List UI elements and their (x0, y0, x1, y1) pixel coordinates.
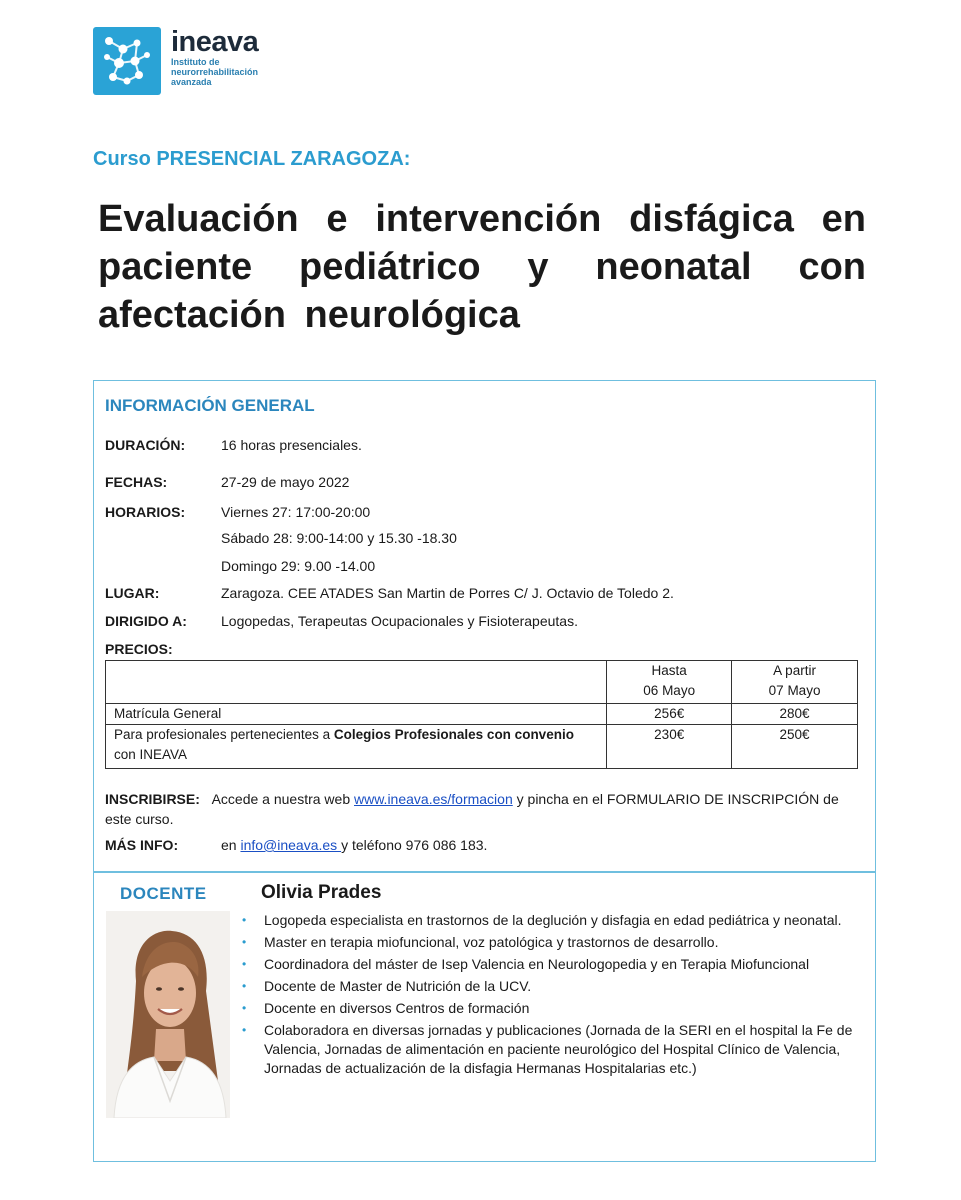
registration-pre: Accede a nuestra web (211, 791, 354, 807)
logo-subtitle-1: Instituto de (171, 57, 220, 67)
table-row (106, 704, 858, 725)
prices-label: PRECIOS: (105, 641, 173, 657)
teacher-name: Olivia Prades (261, 882, 382, 903)
audience-value: Logopedas, Terapeutas Ocupacionales y Fisioterapeutas. (221, 613, 578, 629)
course-title: Evaluación e intervención disfágica en paciente pediátrico y neonatal con afectación neurológica (98, 198, 866, 336)
logo-subtitle-3: avanzada (171, 77, 212, 87)
price-value: 250€ (732, 725, 858, 769)
logo-text (171, 27, 258, 87)
table-cell-empty (106, 661, 607, 704)
logo-network-icon (93, 27, 161, 95)
duration-label: DURACIÓN: (105, 437, 186, 453)
schedule-friday: Viernes 27: 17:00-20:00 (221, 504, 371, 520)
email-link[interactable]: info@ineava.es (240, 837, 342, 853)
dates-label: FECHAS: (105, 474, 168, 490)
list-item: • Master en terapia miofuncional, voz patológica y trastornos de desarrollo. (240, 933, 865, 952)
list-item: • Docente en diversos Centros de formación (240, 999, 865, 1018)
location-value: Zaragoza. CEE ATADES San Martin de Porres C/ J. Octavio de Toledo 2. (221, 585, 674, 601)
price-row-label-part-a: Para profesionales pertenecientes a (114, 727, 334, 742)
list-item: • Logopeda especialista en trastornos de la deglución y disfagia en edad pediátrica y neonatal. (240, 911, 865, 930)
location-label: LUGAR: (105, 585, 160, 601)
teacher-box (93, 872, 876, 1162)
schedule-saturday: Sábado 28: 9:00-14:00 y 15.30 -18.30 (221, 530, 457, 546)
price-column-header-late (732, 661, 858, 704)
logo-name: ineava (171, 26, 259, 58)
duration-value: 16 horas presenciales. (221, 437, 362, 453)
general-info-heading: INFORMACIÓN GENERAL (105, 396, 315, 415)
more-info-post: y teléfono 976 086 183. (341, 837, 488, 853)
table-row (106, 725, 858, 769)
more-info-pre: en (221, 837, 241, 853)
price-row-label (106, 725, 607, 769)
course-label: Curso PRESENCIAL ZARAGOZA: (93, 148, 411, 170)
schedule-sunday: Domingo 29: 9.00 -14.00 (221, 558, 376, 574)
logo-subtitle-2: neurorrehabilitación (171, 67, 259, 77)
table-row (106, 661, 858, 704)
schedule-label: HORARIOS: (105, 504, 186, 520)
teacher-heading: DOCENTE (120, 884, 207, 903)
price-column-header-early-line2: 06 Mayo (643, 683, 696, 698)
registration-label: INSCRIBIRSE: (105, 791, 200, 807)
training-web-link[interactable]: www.ineava.es/formacion (354, 791, 513, 807)
price-row-label-part-c: con INEAVA (114, 747, 188, 762)
price-value: 280€ (732, 704, 858, 725)
list-item: • Coordinadora del máster de Isep Valencia en Neurologopedia y en Terapia Miofuncional (240, 955, 865, 974)
general-info-box (93, 380, 876, 872)
more-info-label: MÁS INFO: (105, 837, 179, 853)
price-row-label-part-b: Colegios Profesionales con convenio (333, 727, 574, 742)
price-column-header-early-line1: Hasta (651, 663, 687, 678)
list-item: • Colaboradora en diversas jornadas y publicaciones (Jornada de la SERI en el hospital la Fe de Valencia, Jornadas de alimentación en paciente neurológico del Hospital Clínico de Valencia, Jornadas de actualización de la disfagia Hermanas Hospitalarias etc.) (240, 1021, 865, 1078)
audience-label: DIRIGIDO A: (105, 613, 187, 629)
price-column-header-late-line1: A partir (773, 663, 816, 678)
prices-table (105, 660, 858, 769)
price-value: 256€ (607, 704, 732, 725)
teacher-photo (106, 911, 230, 1118)
price-column-header-late-line2: 07 Mayo (768, 683, 821, 698)
dates-value: 27-29 de mayo 2022 (221, 474, 350, 490)
more-info-value (221, 837, 487, 853)
price-value: 230€ (607, 725, 732, 769)
registration-text (105, 789, 845, 829)
registration-post: y pincha en el FORMULARIO DE INSCRIPCIÓN de este curso. (105, 791, 839, 827)
price-column-header-early (607, 661, 732, 704)
logo (93, 27, 258, 95)
price-row-label: Matrícula General (106, 704, 607, 725)
list-item: • Docente de Master de Nutrición de la UCV. (240, 977, 865, 996)
teacher-bullets (240, 911, 865, 1081)
